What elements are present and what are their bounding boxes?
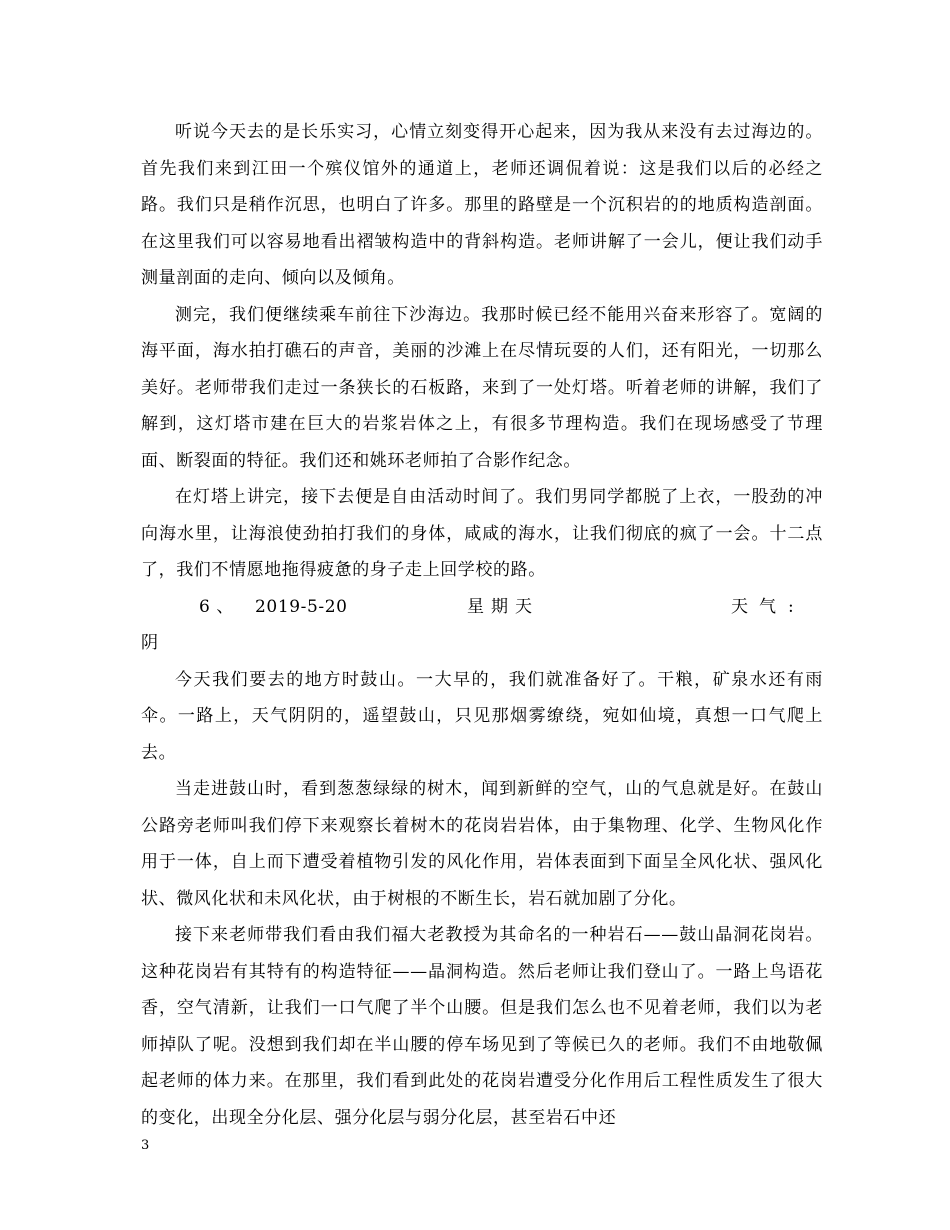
weather-label: 天气 (731, 596, 787, 617)
diary-date-line (141, 589, 823, 626)
weather-colon: : (788, 596, 795, 617)
paragraph-weathering: 当走进鼓山时，看到葱葱绿绿的树木，闻到新鲜的空气，山的气息就是好。在鼓山公路旁老师叫我们停下来观察长着树木的花岗岩岩体，由于集物理、化学、生物风化作用于一体，自上而下遭受着植物引发的风化作用，岩体表面到下面呈全风化状、强风化状、微风化状和未风化状，由于树根的不断生长，岩石就加剧了分化。 (141, 779, 823, 909)
paragraph-lighthouse: 测完，我们便继续乘车前往下沙海边。我那时候已经不能用兴奋来形容了。宽阔的海平面，海水拍打礁石的声音，美丽的沙滩上在尽情玩耍的人们，还有阳光，一切那么美好。老师带我们走过一条狭长的石板路，来到了一处灯塔。听着老师的讲解，我们了解到，这灯塔市建在巨大的岩浆岩体之上，有很多节理构造。我们在现场感受了节理面、断裂面的特征。我们还和姚环老师拍了合影作纪念。 (141, 304, 823, 471)
document-body (141, 114, 823, 1136)
entry-date: 2019-5-20 (255, 596, 348, 617)
paragraph-free-time: 在灯塔上讲完，接下去便是自由活动时间了。我们男同学都脱了上衣，一股劲的冲向海水里，让海浪使劲拍打我们的身体，咸咸的海水，让我们彻底的疯了一会。十二点了，我们不情愿地拖得疲惫的身子走上回学校的路。 (141, 487, 823, 580)
paragraph-coastal-intro: 听说今天去的是长乐实习，心情立刻变得开心起来，因为我从来没有去过海边的。首先我们来到江田一个殡仪馆外的通道上，老师还调侃着说：这是我们以后的必经之路。我们只是稍作沉思，也明白了许多。那里的路壁是一个沉积岩的的地质构造剖面。在这里我们可以容易地看出褶皱构造中的背斜构造。老师讲解了一会儿，便让我们动手测量剖面的走向、倾向以及倾角。 (141, 122, 823, 288)
entry-number: 6 、 (199, 596, 235, 617)
page-number: 3 (141, 1138, 150, 1153)
paragraph-gushan-intro: 今天我们要去的地方时鼓山。一大早的，我们就准备好了。干粮，矿泉水还有雨伞。一路上，天气阴阴的，遥望鼓山，只见那烟雾缭绕，宛如仙境，真想一口气爬上去。 (141, 669, 823, 763)
entry-weekday: 星期天 (467, 596, 539, 617)
weather-value: 阴 (141, 633, 159, 653)
paragraph-granite: 接下来老师带我们看由我们福大老教授为其命名的一种岩石——鼓山晶洞花岗岩。这种花岗岩有其特有的构造特征——晶洞构造。然后老师让我们登山了。一路上鸟语花香，空气清新，让我们一口气爬了半个山腰。但是我们怎么也不见着老师，我们以为老师掉队了呢。没想到我们却在半山腰的停车场见到了等候已久的老师。我们不由地敬佩起老师的体力来。在那里，我们看到此处的花岗岩遭受分化作用后工程性质发生了很大的变化，出现全分化层、强分化层与弱分化层，甚至岩石中还 (141, 925, 823, 1128)
